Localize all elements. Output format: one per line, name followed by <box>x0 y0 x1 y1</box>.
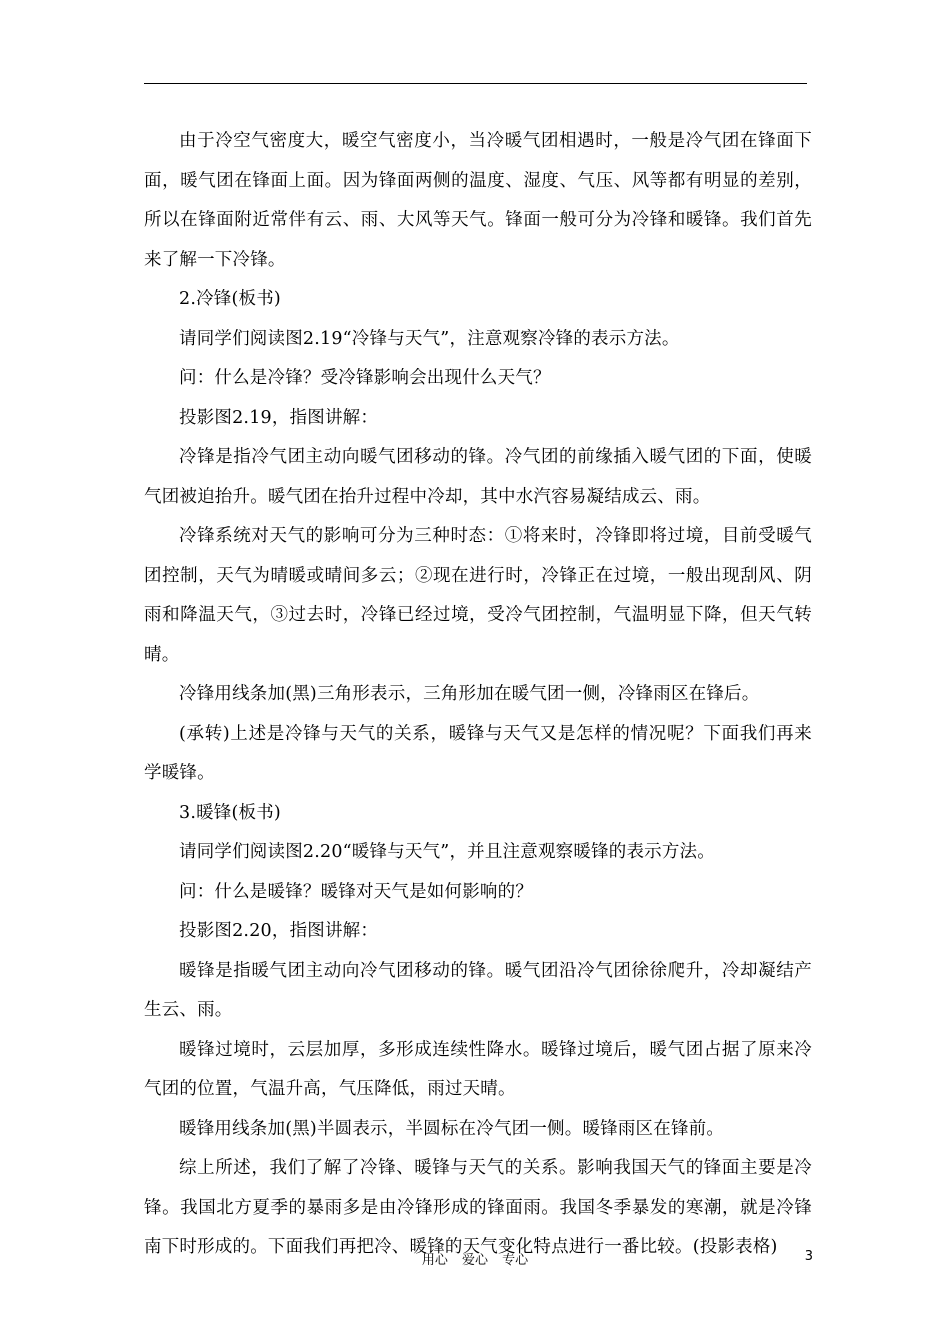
paragraph-read-figure-2-19: 请同学们阅读图2.19“冷锋与天气”，注意观察冷锋的表示方法。 <box>179 328 680 349</box>
paragraph-summary: 综上所述，我们了解了冷锋、暖锋与天气的关系。影响我国天气的锋面主要是冷锋。我国北方夏季的暴雨多是由冷锋形成的锋面雨。我国冬季暴发的寒潮，就是冷锋南下时形成的。下面我们再把冷、暖锋的天气变化特点进行一番比较。(投影表格) <box>144 1158 812 1257</box>
paragraph-cold-front-symbol: 冷锋用线条加(黑)三角形表示，三角形加在暖气团一侧，冷锋雨区在锋后。 <box>179 684 760 704</box>
question-cold-front: 问：什么是冷锋？受冷锋影响会出现什么天气？ <box>179 368 551 388</box>
heading-cold-front: 2.冷锋(板书) <box>179 289 281 309</box>
paragraph-transition: (承转)上述是冷锋与天气的关系，暖锋与天气又是怎样的情况呢？下面我们再来学暖锋。 <box>144 723 812 783</box>
paragraph-warm-front-definition: 暖锋是指暖气团主动向冷气团移动的锋。暖气团沿冷气团徐徐爬升，冷却凝结产生云、雨。 <box>144 960 812 1020</box>
projection-2-20: 投影图2.20，指图讲解： <box>179 921 379 941</box>
heading-warm-front: 3.暖锋(板书) <box>179 802 281 823</box>
paragraph-cold-front-stages: 冷锋系统对天气的影响可分为三种时态：①将来时，冷锋即将过境，目前受暖气团控制，天气为晴暖或晴间多云；②现在进行时，冷锋正在过境，一般出现刮风、阴雨和降温天气，③过去时，冷锋已经过境，受冷气团控制，气温明显下降，但天气转晴。 <box>144 526 812 665</box>
page-number: 3 <box>804 1249 813 1264</box>
projection-2-19: 投影图2.19，指图讲解： <box>179 407 379 428</box>
question-warm-front: 问：什么是暖锋？暖锋对天气是如何影响的？ <box>179 881 533 902</box>
footer-motto: 用心 爱心 专心 <box>421 1253 529 1268</box>
document-body <box>144 122 812 1268</box>
paragraph-warm-front-symbol: 暖锋用线条加(黑)半圆表示，半圆标在冷气团一侧。暖锋雨区在锋前。 <box>179 1118 725 1139</box>
paragraph-cold-front-definition: 冷锋是指冷气团主动向暖气团移动的锋。冷气团的前缘插入暖气团的下面，使暖气团被迫抬升。暖气团在抬升过程中冷却，其中水汽容易凝结成云、雨。 <box>144 447 812 507</box>
paragraph-read-figure-2-20: 请同学们阅读图2.20“暖锋与天气”，并且注意观察暖锋的表示方法。 <box>179 842 715 862</box>
paragraph-intro: 由于冷空气密度大，暖空气密度小，当冷暖气团相遇时，一般是冷气团在锋面下面，暖气团在锋面上面。因为锋面两侧的温度、湿度、气压、风等都有明显的差别，所以在锋面附近常伴有云、雨、大风等天气。锋面一般可分为冷锋和暖锋。我们首先来了解一下冷锋。 <box>144 131 812 270</box>
header-rule <box>144 83 807 84</box>
paragraph-warm-front-passage: 暖锋过境时，云层加厚，多形成连续性降水。暖锋过境后，暖气团占据了原来冷气团的位置，气温升高，气压降低，雨过天晴。 <box>144 1039 812 1099</box>
